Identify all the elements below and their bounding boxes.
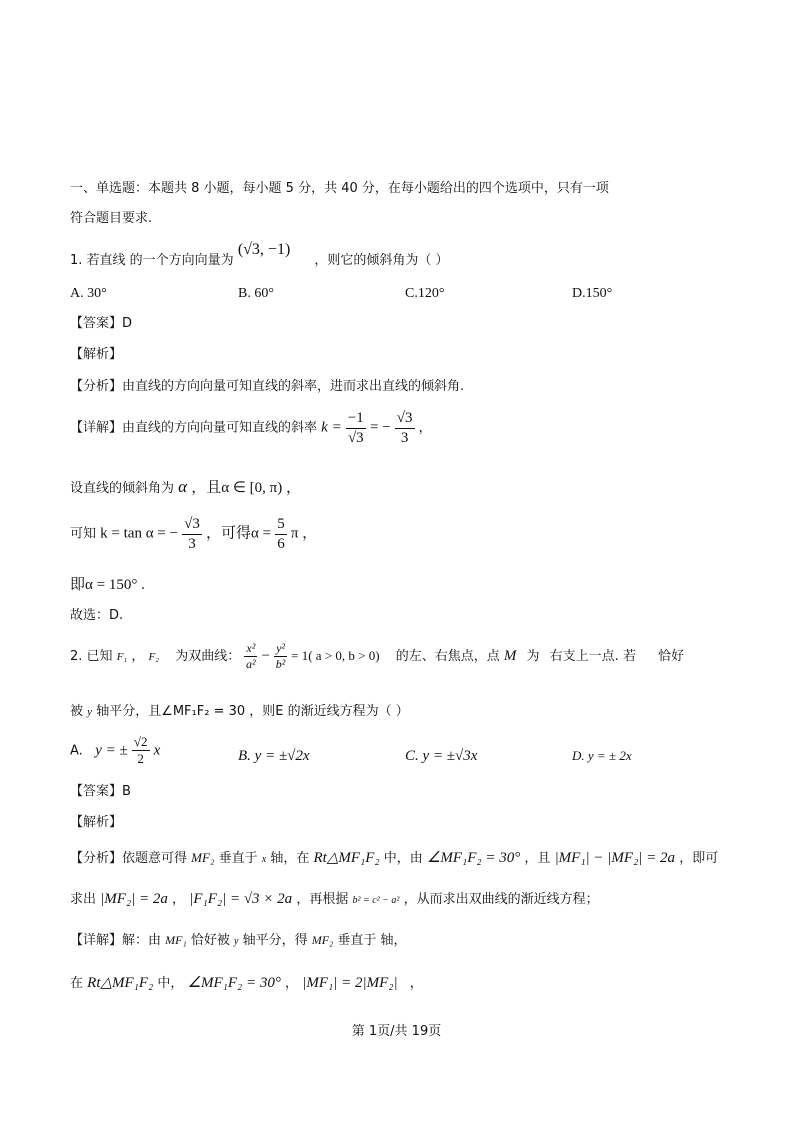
q2-option-a-post: x — [153, 742, 161, 759]
q1-slope-frac2 — [395, 410, 415, 446]
q1-alpha-pi: π ， — [290, 525, 318, 542]
q2-m: M — [503, 648, 517, 665]
q2-text-f: 右支上一点. — [549, 649, 619, 665]
q2-line2-formula: b² = c² − a² — [352, 895, 400, 906]
q2-line2-then: ，再根据 — [296, 892, 349, 907]
q1-tan-den: 3 — [188, 535, 196, 552]
q1-option-b: B. 60° — [238, 286, 274, 301]
q2-text-d: 的左、右焦点，点 — [395, 649, 500, 665]
q2-last-line — [70, 976, 423, 991]
q2-xiangjie-line — [70, 934, 407, 947]
q2-xj-c: 轴平分，得 — [242, 933, 308, 948]
q1-slope-den2: 3 — [400, 429, 409, 446]
q2-line2-sep: ， — [172, 892, 186, 907]
q2-fenxi-tri: Rt△MF₁F₂ — [313, 850, 380, 866]
q1-angle-cond: ，且α ∈ [0, π) ， — [191, 480, 301, 496]
section-heading-line2: 符合题目要求. — [70, 211, 153, 226]
q2-line2-b: 轴平分，且∠MF₁F₂ = 30 ，则E 的渐近线方程为（ ） — [96, 704, 409, 719]
q2-line2-mf2: |MF₂| = 2a — [100, 891, 168, 907]
q2-xj-mf1: MF₁ — [165, 933, 187, 947]
q2-option-b: B. y = ±√2x — [238, 748, 310, 764]
q2-text-a: 2. 已知 — [70, 649, 113, 665]
q2-fenxi-diff: |MF₁| − |MF₂| = 2a — [554, 850, 676, 866]
q2-text-h: 恰好 — [658, 649, 685, 665]
q1-alpha-num: 5 — [275, 516, 287, 535]
q1-tan-text: 可知 — [70, 526, 97, 542]
q2-fenxi-e: ，且 — [524, 851, 551, 866]
q2-stem — [70, 642, 684, 671]
q2-xj-d: 垂直于 轴， — [337, 933, 407, 948]
section-heading-line1: 一、单选题：本题共 8 小题，每小题 5 分，共 40 分，在每小题给出的四个选项中，只有一项 — [70, 181, 609, 196]
q2-stem-line2 — [70, 705, 409, 718]
q2-line2-end: ，从而求出双曲线的渐近线方程； — [403, 892, 599, 907]
q2-option-d: D. y = ± 2x — [572, 748, 632, 763]
q2-fenxi-label: 【分析】 — [70, 851, 123, 866]
q1-stem-text-b: ，则它的倾斜角为（ ） — [314, 253, 449, 268]
q2-fenxi-c: 轴，在 — [270, 851, 310, 866]
q1-fenxi-label: 【分析】 — [70, 379, 123, 394]
q2-option-a-label: A. — [70, 743, 92, 759]
q2-fenxi-line2 — [70, 892, 599, 907]
q1-alpha: α — [178, 477, 188, 496]
q1-alpha-frac — [275, 516, 287, 552]
q2-last-angle: ∠MF₁F₂ = 30° — [187, 975, 281, 991]
q1-alpha-den: 6 — [277, 535, 285, 552]
q2-last-d: ， — [409, 976, 423, 991]
q2-curve-x-den: a² — [246, 657, 256, 672]
q2-last-eq: |MF₁| = 2|MF₂| — [302, 975, 398, 991]
q1-angle-text: 设直线的倾斜角为 — [70, 481, 175, 496]
page-footer: 第 1页/共 19页 — [351, 1024, 442, 1039]
q1-fenxi-text: 由直线的方向向量可知直线的斜率，进而求出直线的倾斜角. — [122, 379, 465, 394]
q1-angle-line — [70, 478, 301, 496]
q2-line2-pre: 求出 — [70, 892, 97, 907]
q1-vector: (√3, −1) — [237, 241, 291, 258]
q2-curve-x-frac — [244, 642, 257, 671]
q1-answer-value: D — [122, 316, 133, 331]
q2-text-b: ， — [131, 649, 145, 665]
q2-option-c: C. y = ±√3x — [405, 748, 478, 764]
q2-fenxi-line1 — [70, 851, 718, 866]
q1-tan-expr: k = tan α = − — [100, 525, 178, 542]
q2-last-tri: Rt△MF₁F₂ — [87, 975, 154, 991]
q1-slope-num1: −1 — [346, 410, 366, 429]
q2-xiangjie-label: 【详解】 — [70, 933, 123, 948]
q2-fenxi-a: 依题意可得 — [122, 851, 188, 866]
q2-curve-y-num: y² — [274, 642, 287, 657]
q2-xj-mf2: MF₂ — [311, 933, 334, 947]
q2-f2: F₂ — [148, 651, 160, 664]
q2-text-c: 为双曲线： — [175, 649, 241, 665]
q1-result: 即α = 150° . — [70, 577, 145, 593]
q1-choose: 故选：D. — [70, 608, 124, 623]
q1-tan-frac — [182, 516, 202, 552]
q1-slope-lhs: k = — [321, 419, 342, 436]
q1-answer-label: 【答案】 — [70, 316, 123, 331]
q2-option-a — [70, 735, 160, 767]
q1-analysis-label: 【解析】 — [70, 347, 123, 362]
q1-option-d: D.150° — [572, 286, 613, 301]
q1-slope-num2: √3 — [395, 410, 415, 429]
q1-tan-num: √3 — [182, 516, 202, 535]
q1-answer — [70, 317, 132, 330]
q1-slope-eq: = − — [369, 419, 391, 436]
q2-line2-f1f2: |F₁F₂| = √3 × 2a — [189, 891, 293, 907]
q2-xj-b: 恰好被 — [190, 933, 230, 948]
q1-xiangjie-text: 由直线的方向向量可知直线的斜率 — [122, 420, 318, 436]
q2-analysis-label: 【解析】 — [70, 815, 123, 830]
q1-stem — [70, 241, 449, 268]
q2-option-a-frac — [132, 735, 150, 767]
q1-slope-den1: √3 — [347, 429, 364, 446]
q2-curve-tail: = 1( a > 0, b > 0) — [291, 648, 380, 664]
q2-option-a-pre: y = ± — [95, 742, 128, 759]
q2-text-g: 若 — [622, 649, 636, 665]
q2-xj-y: y — [233, 936, 239, 947]
q1-xiangjie-label: 【详解】 — [70, 420, 123, 436]
q2-xj-a: 解：由 — [122, 933, 162, 948]
q2-last-a: 在 — [70, 976, 84, 991]
q1-xiangjie — [70, 410, 432, 446]
q2-curve-x-num: x² — [244, 642, 257, 657]
q1-tan-then: ，可得α = — [205, 525, 272, 542]
q2-text-e: 为 — [526, 649, 540, 665]
q2-curve-y-frac — [274, 642, 287, 671]
q1-comma: ， — [418, 420, 432, 436]
q2-fenxi-f: ，即可 — [679, 851, 719, 866]
q1-option-c: C.120° — [405, 286, 445, 301]
q2-curve-minus: − — [261, 648, 270, 665]
q2-f1: F₁ — [116, 651, 128, 664]
q2-option-a-num: √2 — [132, 735, 150, 751]
q1-tan-line — [70, 516, 317, 552]
q2-last-c: ， — [285, 976, 299, 991]
q2-fenxi-d: 中，由 — [383, 851, 423, 866]
q1-stem-text-a: 1. 若直线 的一个方向向量为 — [70, 253, 234, 268]
q2-fenxi-x: x — [261, 854, 267, 865]
q2-option-a-den: 2 — [137, 751, 144, 767]
q2-fenxi-b: 垂直于 — [218, 851, 258, 866]
q2-answer-label: 【答案】 — [70, 784, 123, 799]
q2-last-b: 中， — [157, 976, 184, 991]
q1-slope-frac1 — [346, 410, 366, 446]
q2-answer — [70, 785, 131, 798]
q2-fenxi-mf2: MF₂ — [191, 850, 215, 865]
q1-option-a: A. 30° — [70, 286, 107, 301]
q2-line2-y: y — [87, 706, 93, 718]
q2-curve-y-den: b² — [275, 657, 286, 672]
q2-line2-a: 被 — [70, 704, 84, 719]
q1-fenxi — [70, 380, 464, 393]
q2-answer-value: B — [122, 784, 131, 799]
q2-fenxi-angle: ∠MF₁F₂ = 30° — [426, 850, 521, 866]
